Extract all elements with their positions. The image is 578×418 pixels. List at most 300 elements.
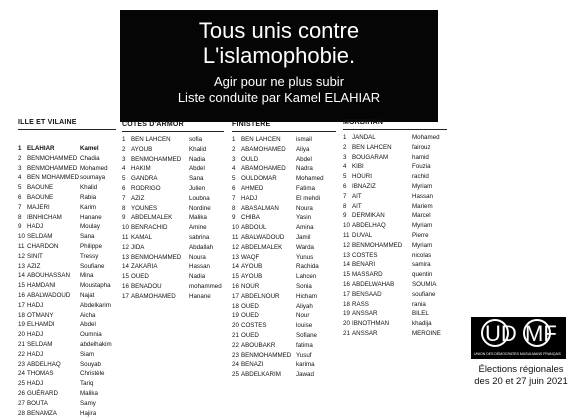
candidate-number: 10 — [122, 224, 129, 232]
candidate-row — [122, 292, 224, 302]
candidate-number: 8 — [122, 204, 126, 212]
candidate-last-name: ABOUHASSAN — [27, 272, 70, 280]
candidate-last-name: MAJERI — [27, 203, 50, 211]
election-dates — [471, 364, 571, 388]
candidate-last-name: AZIZ — [27, 262, 41, 270]
candidate-row — [232, 292, 336, 302]
candidate-first-name: Amine — [189, 224, 207, 232]
candidate-first-name: mohammed — [189, 282, 222, 290]
candidate-number: 4 — [232, 165, 236, 173]
candidate-number: 19 — [232, 312, 239, 320]
candidate-last-name: NOUR — [241, 282, 260, 290]
candidate-first-name: Yusuf — [296, 351, 312, 359]
candidate-last-name: AYOUB — [131, 145, 153, 153]
candidate-number: 2 — [343, 143, 347, 151]
candidate-first-name: abdelhakim — [80, 340, 112, 348]
candidate-row — [232, 360, 336, 370]
candidate-first-name: Fouzia — [412, 163, 431, 171]
candidate-row — [122, 145, 224, 155]
candidate-last-name: ANSSAR — [352, 329, 378, 337]
candidate-last-name: AIT — [352, 202, 362, 210]
candidate-last-name: OUED — [131, 273, 149, 281]
candidate-number: 11 — [18, 242, 25, 250]
candidate-row — [18, 222, 116, 232]
candidate-first-name: Myriam — [412, 182, 433, 190]
candidate-list — [122, 135, 224, 302]
candidate-last-name: BENMOHAMMED — [27, 154, 78, 162]
candidate-first-name: Chadia — [80, 154, 100, 162]
candidate-number: 14 — [122, 263, 129, 271]
candidate-first-name: hamid — [412, 153, 429, 161]
candidate-row — [122, 282, 224, 292]
candidate-last-name: ABDELHAQ — [352, 222, 386, 230]
candidate-number: 18 — [232, 302, 239, 310]
candidate-number: 17 — [232, 292, 239, 300]
candidate-last-name: BENADOU — [131, 282, 162, 290]
candidate-last-name: OUED — [241, 331, 259, 339]
candidate-row — [232, 331, 336, 341]
department-heading: MORBIHAN — [343, 118, 447, 130]
candidate-row — [343, 241, 447, 251]
candidate-last-name: ZAKARIA — [131, 263, 158, 271]
candidate-last-name: BENARI — [352, 261, 376, 269]
candidate-last-name: JANDAL — [352, 134, 376, 141]
candidate-number: 16 — [18, 291, 25, 299]
candidate-number: 15 — [122, 273, 129, 281]
candidate-first-name: Hanane — [189, 292, 211, 300]
candidate-number: 10 — [18, 233, 25, 241]
candidate-number: 25 — [18, 380, 25, 388]
candidate-number: 13 — [18, 262, 25, 270]
candidate-first-name: Lahcen — [296, 273, 317, 281]
candidate-row — [18, 369, 116, 379]
candidate-row — [232, 321, 336, 331]
candidate-last-name: SELDAM — [27, 233, 53, 241]
udmf-logo — [471, 317, 566, 359]
candidate-first-name: Philippe — [80, 242, 103, 250]
candidate-first-name: sofia — [189, 136, 203, 143]
candidate-row — [343, 162, 447, 172]
candidate-number: 13 — [343, 251, 350, 259]
candidate-row — [18, 183, 116, 193]
candidate-row — [122, 174, 224, 184]
candidate-last-name: AYOUB — [241, 263, 263, 271]
candidate-number: 7 — [122, 194, 126, 202]
candidate-number: 21 — [18, 340, 25, 348]
candidate-last-name: AHMED — [241, 184, 264, 192]
candidate-first-name: Yasin — [296, 214, 312, 222]
candidate-last-name: ABAMOHAMED — [241, 145, 286, 153]
candidate-row — [122, 184, 224, 194]
candidate-number: 19 — [18, 321, 25, 329]
candidate-row — [343, 300, 447, 310]
candidate-number: 11 — [343, 231, 350, 239]
candidate-first-name: Marcel — [412, 212, 431, 220]
candidate-last-name: IBNOTHMAN — [352, 320, 390, 328]
candidate-first-name: Hassan — [412, 192, 433, 200]
column-finistere — [232, 120, 336, 380]
candidate-number: 18 — [18, 311, 25, 319]
candidate-row — [343, 231, 447, 241]
candidate-first-name: Julien — [189, 184, 206, 192]
candidate-last-name: ABASALMAN — [241, 204, 279, 212]
candidate-row — [232, 262, 336, 272]
candidate-first-name: Najat — [80, 291, 95, 299]
candidate-last-name: BOUTA — [27, 399, 48, 407]
candidate-row — [18, 213, 116, 223]
logo-mark-left: UD — [485, 321, 517, 346]
candidate-row — [343, 270, 447, 280]
candidate-first-name: Myriam — [412, 222, 433, 230]
candidate-first-name: Aliyah — [296, 302, 313, 310]
candidate-row — [122, 272, 224, 282]
candidate-number: 17 — [18, 301, 25, 309]
candidate-number: 4 — [18, 174, 22, 182]
candidate-last-name: ELHAMDI — [27, 321, 55, 329]
candidate-first-name: Abdallah — [189, 243, 214, 251]
candidate-first-name: Abdel — [296, 155, 312, 163]
candidate-row — [343, 319, 447, 329]
candidate-row — [122, 164, 224, 174]
candidate-last-name: GUÉRARD — [27, 389, 58, 397]
candidate-first-name: Karim — [80, 203, 97, 211]
candidate-row — [232, 135, 336, 145]
candidate-first-name: Amina — [296, 224, 314, 232]
candidate-number: 26 — [18, 389, 25, 397]
candidate-last-name: OULDOMAR — [241, 175, 277, 183]
candidate-number: 8 — [18, 213, 22, 221]
candidate-first-name: Sonia — [296, 282, 312, 290]
candidate-number: 2 — [18, 154, 22, 162]
candidate-number: 23 — [18, 360, 25, 368]
department-heading: ILLE ET VILAINE — [18, 118, 116, 130]
candidate-number: 11 — [122, 233, 129, 241]
candidate-row — [122, 262, 224, 272]
candidate-last-name: BEN LAHCEN — [131, 136, 171, 143]
candidate-number: 2 — [122, 145, 126, 153]
candidate-first-name: fairouz — [412, 143, 431, 151]
candidate-row — [232, 174, 336, 184]
candidate-number: 7 — [18, 203, 22, 211]
candidate-first-name: nicolas — [412, 251, 432, 259]
candidate-number: 28 — [18, 409, 25, 417]
candidate-first-name: Mina — [80, 272, 94, 280]
candidate-number: 9 — [232, 214, 236, 222]
subtitle-line-2: Liste conduite par Kamel ELAHIAR — [177, 90, 381, 105]
candidate-first-name: sabrina — [189, 233, 210, 241]
candidate-row — [122, 213, 224, 223]
candidate-last-name: ABDELNOUR — [241, 292, 280, 300]
candidate-number: 15 — [232, 273, 239, 281]
candidate-number: 10 — [343, 222, 350, 230]
title-line-2: L'islamophobie. — [202, 43, 356, 68]
candidate-number: 18 — [343, 300, 350, 308]
candidate-first-name: Hicham — [296, 292, 317, 300]
candidate-number: 5 — [232, 175, 236, 183]
candidate-first-name: Moulay — [80, 223, 100, 231]
candidate-first-name: Rachida — [296, 263, 319, 271]
candidate-row — [18, 350, 116, 360]
candidate-last-name: ABDOUL — [241, 224, 267, 232]
candidate-last-name: CHARDON — [27, 242, 59, 250]
candidate-first-name: Kamel — [80, 145, 99, 152]
candidate-number: 8 — [343, 202, 347, 210]
candidate-row — [18, 242, 116, 252]
candidate-first-name: Mariem — [412, 202, 433, 210]
candidate-row — [232, 341, 336, 351]
candidate-last-name: OTMANY — [27, 311, 54, 319]
candidate-number: 24 — [18, 370, 25, 378]
candidate-row — [343, 143, 447, 153]
candidate-row — [122, 155, 224, 165]
candidate-number: 17 — [122, 292, 129, 300]
candidate-row — [18, 409, 116, 418]
candidate-last-name: ABAMOHAMED — [131, 292, 176, 300]
candidate-row — [18, 389, 116, 399]
candidate-last-name: OUED — [241, 312, 259, 320]
candidate-number: 20 — [232, 322, 239, 330]
candidate-number: 3 — [232, 155, 236, 163]
subtitle-line-1: Agir pour ne plus subir — [213, 74, 345, 89]
candidate-last-name: OUED — [241, 302, 259, 310]
candidate-last-name: BENMOHAMMED — [352, 241, 403, 249]
candidate-first-name: Hajira — [80, 409, 97, 417]
candidate-last-name: IBNHICHAM — [27, 213, 62, 221]
candidate-row — [232, 213, 336, 223]
candidate-first-name: Hanane — [80, 213, 102, 221]
candidate-row — [343, 290, 447, 300]
candidate-first-name: Tressy — [80, 252, 99, 260]
title-banner — [120, 10, 438, 122]
candidate-last-name: ABALWADOUD — [27, 291, 71, 299]
candidate-last-name: THOMAS — [27, 370, 54, 378]
candidate-number: 20 — [343, 320, 350, 328]
candidate-row — [232, 145, 336, 155]
candidate-last-name: ABDELKARIM — [241, 371, 281, 379]
candidate-row — [232, 302, 336, 312]
candidate-row — [343, 329, 447, 339]
candidate-first-name: quentin — [412, 271, 433, 279]
candidate-number: 9 — [122, 214, 126, 222]
candidate-last-name: ABAMOHAMED — [241, 165, 286, 173]
candidate-first-name: Malika — [80, 389, 98, 397]
candidate-number: 21 — [232, 331, 239, 339]
candidate-first-name: Abdel — [80, 321, 96, 329]
candidate-first-name: Warda — [296, 243, 314, 251]
candidate-first-name: fatima — [296, 341, 313, 349]
candidate-number: 5 — [18, 184, 22, 192]
column-morbihan — [343, 118, 447, 339]
candidate-first-name: MEROINE — [412, 329, 441, 337]
candidate-number: 14 — [232, 263, 239, 271]
candidate-last-name: AIT — [352, 192, 362, 200]
candidate-first-name: Jamil — [296, 233, 311, 241]
candidate-row — [18, 271, 116, 281]
candidate-last-name: JIDA — [131, 243, 145, 251]
candidate-row — [343, 172, 447, 182]
candidate-last-name: BEN LAHCEN — [352, 143, 392, 151]
candidate-last-name: ABALWADOUD — [241, 233, 285, 241]
candidate-first-name: Abdelkarim — [80, 301, 111, 309]
candidate-first-name: Khalid — [189, 145, 207, 153]
candidate-number: 15 — [18, 282, 25, 290]
candidate-first-name: Aicha — [80, 311, 96, 319]
candidate-last-name: RASS — [352, 300, 369, 308]
candidate-number: 22 — [18, 350, 25, 358]
candidate-last-name: BENAMZA — [27, 409, 57, 417]
candidate-first-name: Nordine — [189, 204, 211, 212]
candidate-number: 6 — [18, 193, 22, 201]
candidate-last-name: BENSAAD — [352, 290, 382, 298]
candidate-last-name: BENMOHAMMED — [131, 253, 182, 261]
candidate-first-name: ismail — [296, 136, 312, 143]
candidate-first-name: Souyab — [80, 360, 101, 368]
candidate-row — [18, 232, 116, 242]
candidate-number: 11 — [232, 233, 239, 241]
candidate-first-name: khadija — [412, 320, 432, 328]
candidate-row — [18, 252, 116, 262]
candidate-row — [122, 233, 224, 243]
candidate-last-name: KIBI — [352, 163, 364, 171]
candidate-last-name: AZIZ — [131, 194, 145, 202]
candidate-last-name: BENMOHAMMED — [241, 351, 292, 359]
candidate-last-name: COSTES — [352, 251, 378, 259]
candidate-row — [343, 133, 447, 143]
candidate-number: 13 — [232, 253, 239, 261]
candidate-first-name: Khalid — [80, 184, 98, 192]
candidate-row — [232, 204, 336, 214]
candidate-row — [343, 280, 447, 290]
candidate-row — [18, 262, 116, 272]
candidate-last-name: BENMOHAMMED — [27, 164, 78, 172]
candidate-row — [122, 135, 224, 145]
candidate-last-name: BEN LAHCEN — [241, 136, 281, 143]
candidate-last-name: OULD — [241, 155, 259, 163]
candidate-row — [343, 260, 447, 270]
candidate-row — [18, 193, 116, 203]
candidate-last-name: HADJ — [27, 301, 44, 309]
candidate-last-name: HADJ — [241, 194, 258, 202]
candidate-number: 3 — [343, 153, 347, 161]
candidate-last-name: ABDELMALEK — [131, 214, 173, 222]
candidate-last-name: WAQF — [241, 253, 260, 261]
candidate-number: 16 — [232, 282, 239, 290]
candidate-first-name: Abdel — [189, 165, 205, 173]
candidate-first-name: Myriam — [412, 241, 433, 249]
candidate-first-name: Mohamed — [296, 175, 324, 183]
candidate-first-name: Loubna — [189, 194, 210, 202]
column-ille-et-vilaine — [18, 118, 116, 418]
candidate-first-name: Oumnia — [80, 331, 102, 339]
candidate-row — [232, 184, 336, 194]
candidate-first-name: rania — [412, 300, 426, 308]
candidate-first-name: Sana — [189, 175, 204, 183]
candidate-row — [18, 399, 116, 409]
candidate-last-name: COSTES — [241, 322, 267, 330]
candidate-first-name: Fatima — [296, 184, 315, 192]
candidate-first-name: Rabia — [80, 193, 97, 201]
logo-tagline: UNION DES DÉMOCRATES MUSULMANS FRANÇAIS — [474, 352, 561, 356]
candidate-number: 23 — [232, 351, 239, 359]
department-heading: FINISTERE — [232, 120, 336, 132]
candidate-last-name: HADJ — [27, 350, 44, 358]
candidate-last-name: CHIBA — [241, 214, 260, 222]
candidate-last-name: KAMAL — [131, 233, 152, 241]
candidate-row — [232, 164, 336, 174]
candidate-number: 12 — [343, 241, 350, 249]
candidate-row — [18, 154, 116, 164]
candidate-last-name: IBNAZIZ — [352, 182, 376, 190]
candidate-last-name: HAKIM — [131, 165, 151, 173]
candidate-first-name: Aliya — [296, 145, 310, 153]
candidate-first-name: Soufiane — [80, 262, 105, 270]
candidate-first-name: Mohamed — [412, 134, 440, 141]
column-cotes-d-armor — [122, 120, 224, 302]
candidate-first-name: soumaya — [80, 174, 106, 182]
candidate-number: 9 — [18, 223, 22, 231]
candidate-last-name: ABOUBAKR — [241, 341, 276, 349]
candidate-list — [343, 133, 447, 339]
candidate-last-name: ABDELWAHAB — [352, 280, 395, 288]
candidate-number: 21 — [343, 329, 350, 337]
candidate-row — [18, 311, 116, 321]
candidate-row — [343, 251, 447, 261]
candidate-row — [343, 153, 447, 163]
candidate-number: 19 — [343, 310, 350, 318]
candidate-number: 12 — [18, 252, 25, 260]
candidate-first-name: SOUMIA — [412, 280, 437, 288]
candidate-first-name: Malika — [189, 214, 207, 222]
candidate-number: 3 — [18, 164, 22, 172]
candidate-last-name: BAOUNE — [27, 193, 54, 201]
candidate-first-name: Noura — [296, 204, 313, 212]
candidate-row — [18, 360, 116, 370]
candidate-first-name: Noura — [189, 253, 206, 261]
candidate-last-name: RODRIGO — [131, 184, 161, 192]
candidate-first-name: Nour — [296, 312, 310, 320]
candidate-row — [122, 223, 224, 233]
candidate-row — [232, 311, 336, 321]
candidate-last-name: ABDELMALEK — [241, 243, 283, 251]
candidate-first-name: karima — [296, 361, 315, 369]
candidate-first-name: Tariq — [80, 380, 94, 388]
candidate-number: 4 — [343, 163, 347, 171]
candidate-first-name: Sana — [80, 233, 95, 241]
candidate-first-name: Samy — [80, 399, 96, 407]
candidate-row — [122, 204, 224, 214]
candidate-number: 14 — [18, 272, 25, 280]
candidate-last-name: SINIT — [27, 252, 43, 260]
candidate-last-name: ANSSAR — [352, 310, 378, 318]
candidate-number: 13 — [122, 253, 129, 261]
candidate-first-name: Sofiane — [296, 331, 317, 339]
candidate-number: 10 — [232, 224, 239, 232]
candidate-number: 12 — [122, 243, 129, 251]
candidate-number: 6 — [343, 182, 347, 190]
candidate-row — [18, 203, 116, 213]
candidate-number: 1 — [18, 145, 22, 152]
candidate-number: 25 — [232, 371, 239, 379]
candidate-last-name: HADJ — [27, 380, 44, 388]
candidate-number: 3 — [122, 155, 126, 163]
logo-mark-right: MF — [525, 321, 557, 346]
election-line-1: Élections régionales — [478, 364, 564, 375]
candidate-first-name: Siam — [80, 350, 95, 358]
candidate-first-name: Nadra — [296, 165, 313, 173]
candidate-first-name: Christèle — [80, 370, 105, 378]
candidate-number: 1 — [343, 134, 347, 141]
candidate-row — [232, 223, 336, 233]
